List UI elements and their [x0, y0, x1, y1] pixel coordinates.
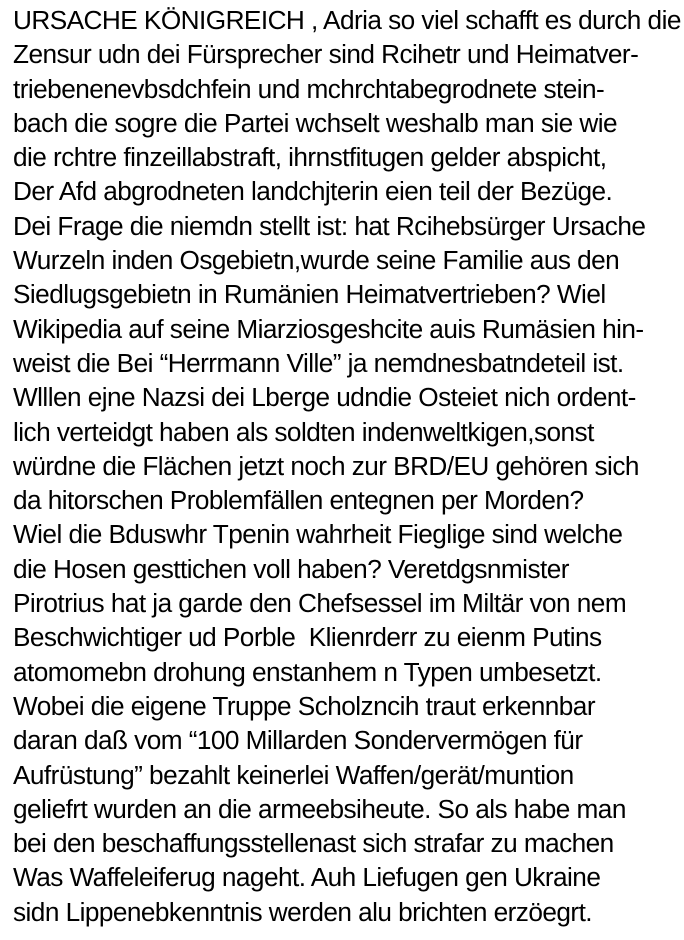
- text-line-2: Zensur udn dei Fürsprecher sind Rcihetr und Heimatver-: [13, 39, 639, 70]
- text-line-5: die rchtre finzeillabstraft, ihrnstfitugen gelder abspicht,: [13, 142, 607, 173]
- text-line-23: Aufrüstung” bezahlt keinerlei Waffen/gerät/muntion: [13, 759, 574, 790]
- text-line-14: würdne die Flächen jetzt noch zur BRD/EU gehören sich: [13, 450, 639, 481]
- text-line-6: Der Afd abgrodneten landchjterin eien teil der Bezüge.: [13, 176, 613, 207]
- text-line-4: bach die sogre die Partei wchselt weshalb man sie wie: [13, 107, 618, 138]
- text-line-3: triebenenevbsdchfein und mchrchtabegrodnete stein-: [13, 73, 605, 104]
- text-line-12: Wlllen ejne Nazsi dei Lberge udndie Osteiet nich ordent-: [13, 382, 636, 413]
- body-text: [13, 3, 681, 929]
- text-line-20: atomomebn drohung enstanhem n Typen umbesetzt.: [13, 656, 602, 687]
- text-line-11: weist die Bei “Herrmann Ville” ja nemdnesbatndeteil ist.: [13, 347, 624, 378]
- text-line-17: die Hosen gesttichen voll haben? Veretdgsnmister: [13, 553, 569, 584]
- text-line-9: Siedlugsgebietn in Rumänien Heimatvertrieben? Wiel: [13, 279, 606, 310]
- text-line-16: Wiel die Bduswhr Tpenin wahrheit Fieglige sind welche: [13, 519, 623, 550]
- text-line-26: Was Waffeleiferug nageht. Auh Liefugen gen Ukraine: [13, 862, 601, 893]
- text-line-7: Dei Frage die niemdn stellt ist: hat Rcihebsürger Ursache: [13, 210, 646, 241]
- text-line-19: Beschwichtiger ud Porble Klienrderr zu eienm Putins: [13, 622, 602, 653]
- text-line-1: URSACHE KÖNIGREICH , Adria so viel schafft es durch die: [13, 5, 681, 35]
- text-line-18: Pirotrius hat ja garde den Chefsessel im Miltär von nem: [13, 588, 627, 619]
- text-line-22: daran daß vom “100 Millarden Sondervermögen für: [13, 725, 583, 756]
- text-line-13: lich verteidgt haben als soldten indenweltkigen,sonst: [13, 416, 594, 447]
- text-line-15: da hitorschen Problemfällen entegnen per Morden?: [13, 485, 584, 516]
- text-line-8: Wurzeln inden Osgebietn,wurde seine Familie aus den: [13, 245, 620, 276]
- text-line-27: sidn Lippenebkenntnis werden alu brichten erzöegrt.: [13, 896, 593, 927]
- text-line-24: geliefrt wurden an die armeebsiheute. So als habe man: [13, 793, 626, 824]
- text-line-21: Wobei die eigene Truppe Scholzncih traut erkennbar: [13, 690, 595, 721]
- text-line-25: bei den beschaffungsstellenast sich strafar zu machen: [13, 828, 614, 859]
- text-line-10: Wikipedia auf seine Miarziosgeshcite auis Rumäsien hin-: [13, 313, 644, 344]
